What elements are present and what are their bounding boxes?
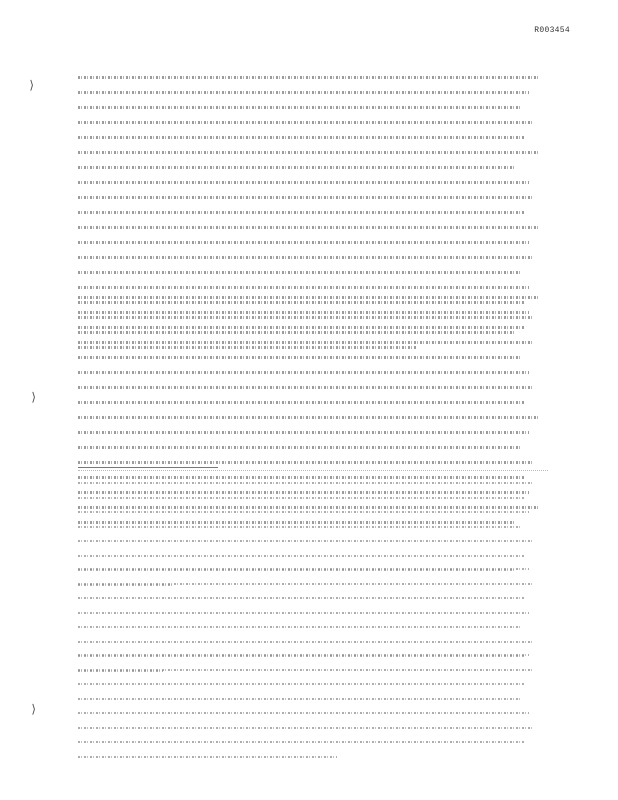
- footnote-separator: [78, 467, 218, 468]
- footnote-separator-dotted: [78, 470, 548, 471]
- footnote-3: [78, 650, 548, 766]
- bates-number: R003454: [534, 26, 570, 35]
- margin-annotation-mark: ⟩: [30, 391, 38, 405]
- margin-annotation-mark: ⟩: [30, 703, 38, 717]
- margin-annotation-mark: ⟩: [28, 79, 36, 93]
